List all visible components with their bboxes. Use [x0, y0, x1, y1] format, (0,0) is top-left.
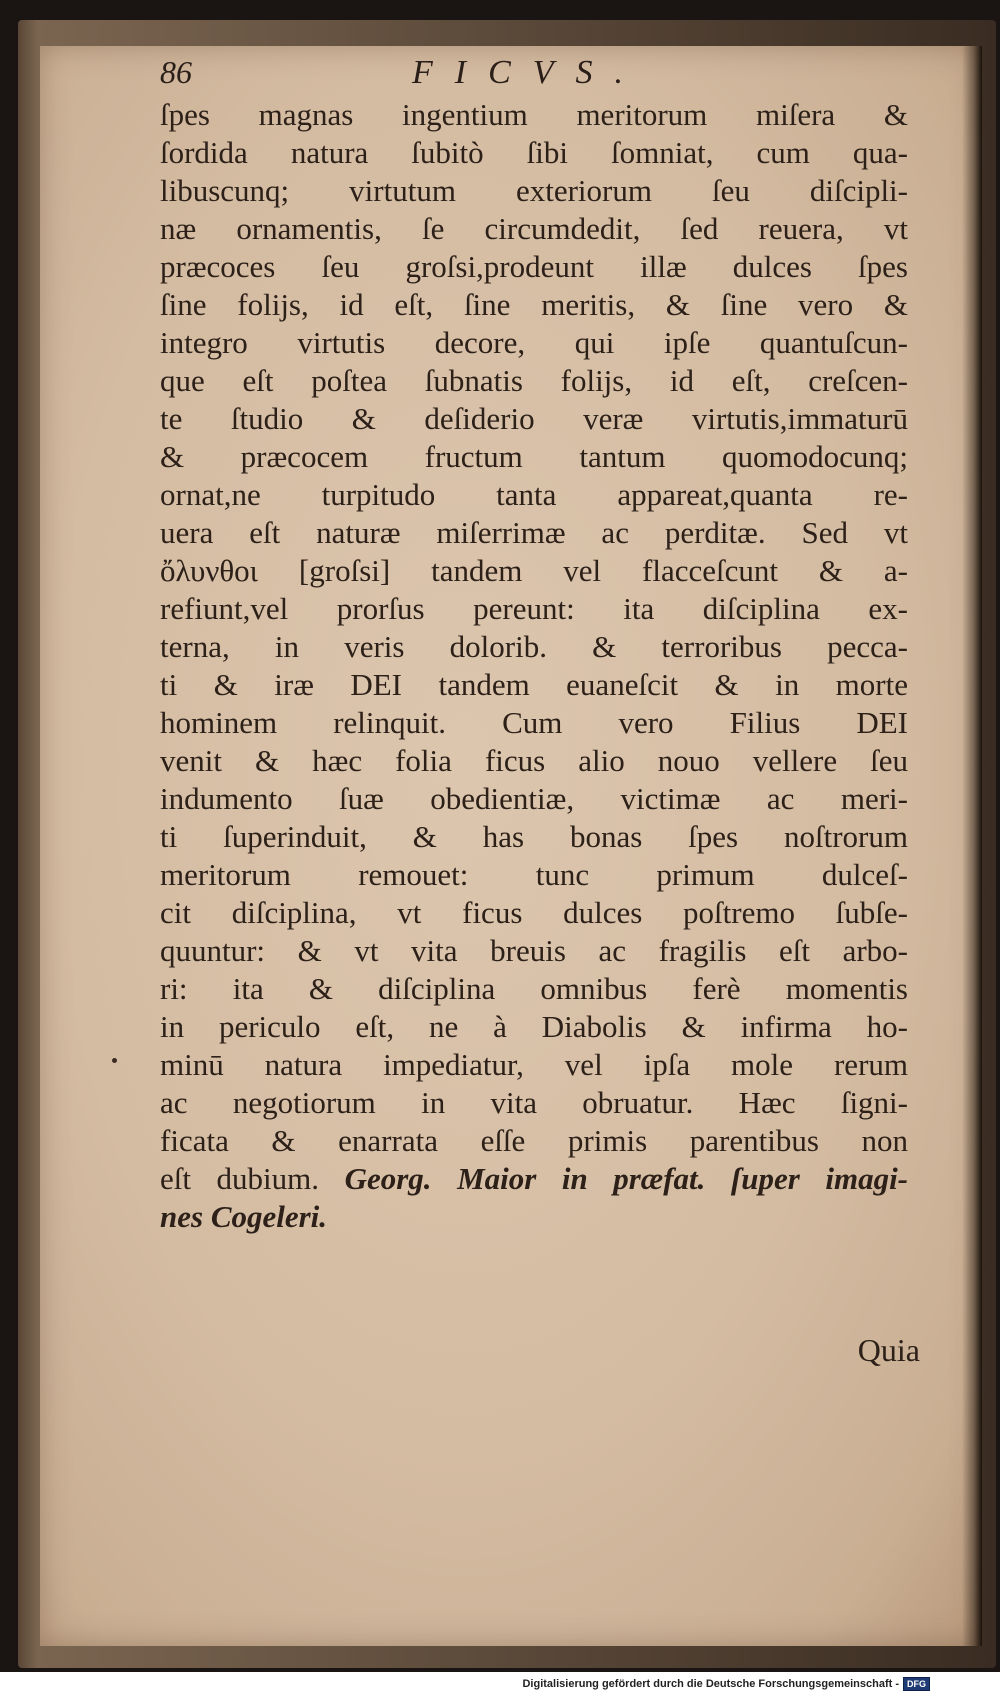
text-line: ti & iræ DEI tandem euaneſcit & in morte [160, 667, 908, 702]
text-line: ficata & enarrata eſſe primis parentibus non [160, 1123, 908, 1158]
text-line: næ ornamentis, ſe circumdedit, ſed reuera, vt [160, 211, 908, 246]
text-line: indumento ſuæ obedientiæ, victimæ ac meri- [160, 781, 908, 816]
text-line: cit diſciplina, vt ficus dulces poſtremo ſubſe- [160, 895, 908, 930]
text-line: & præcocem fructum tantum quomodocunq; [160, 439, 908, 474]
text-line: hominem relinquit. Cum vero Filius DEI [160, 705, 908, 740]
text-line: que eſt poſtea ſubnatis folijs, id eſt, creſcen- [160, 363, 908, 398]
text-line: venit & hæc folia ficus alio nouo vellere ſeu [160, 743, 908, 778]
text-line: ſordida natura ſubitò ſibi ſomniat, cum qua- [160, 135, 908, 170]
text-line: ti ſuperinduit, & has bonas ſpes noſtrorum [160, 819, 908, 854]
ink-spot [112, 1058, 117, 1063]
text-line: minū natura impediatur, vel ipſa mole rerum [160, 1047, 908, 1082]
text-line: ſpes magnas ingentium meritorum miſera & [160, 97, 908, 132]
text-line: ὄλυνθοι [groſsi] tandem vel flacceſcunt & a- [160, 553, 908, 588]
running-title: FICVS. [412, 54, 646, 91]
text-line: ri: ita & diſciplina omnibus ferè momentis [160, 971, 908, 1006]
text-line: præcoces ſeu groſsi,prodeunt illæ dulces ſpes [160, 249, 908, 284]
page-gutter-shadow [962, 46, 982, 1646]
page-number: 86 [160, 54, 192, 90]
citation: Georg. Maior in præfat. ſuper imagi- [344, 1161, 908, 1196]
text-line [160, 1160, 908, 1198]
text-line: quuntur: & vt vita breuis ac fragilis eſt arbo- [160, 933, 908, 968]
text-line: uera eſt naturæ miſerrimæ ac perditæ. Sed vt [160, 515, 908, 550]
text-line: ornat,ne turpitudo tanta appareat,quanta re- [160, 477, 908, 512]
dfg-logo: DFG [903, 1677, 930, 1691]
text-line: in periculo eſt, ne à Diabolis & infirma ho- [160, 1009, 908, 1044]
text-line-prefix: eſt dubium. [160, 1161, 320, 1196]
citation-continuation: nes Cogeleri. [160, 1199, 328, 1234]
text-line: te ſtudio & deſiderio veræ virtutis,immaturū [160, 401, 908, 436]
catchword: Quia [857, 1332, 920, 1368]
text-line: terna, in veris dolorib. & terroribus pecca- [160, 629, 908, 664]
footer-text: Digitalisierung gefördert durch die Deutsche Forschungsgemeinschaft - [522, 1678, 899, 1690]
text-line: meritorum remouet: tunc primum dulceſ- [160, 857, 908, 892]
footer-credit [522, 1677, 930, 1691]
text-line: ſine folijs, id eſt, ſine meritis, & ſine vero & [160, 287, 908, 322]
text-line: libuscunq; virtutum exteriorum ſeu diſcipli- [160, 173, 908, 208]
body-text [160, 96, 908, 1236]
text-line: ac negotiorum in vita obruatur. Hæc ſigni- [160, 1085, 908, 1120]
text-line: refiunt,vel prorſus pereunt: ita diſciplina ex- [160, 591, 908, 626]
text-line: integro virtutis decore, qui ipſe quantuſcun- [160, 325, 908, 360]
